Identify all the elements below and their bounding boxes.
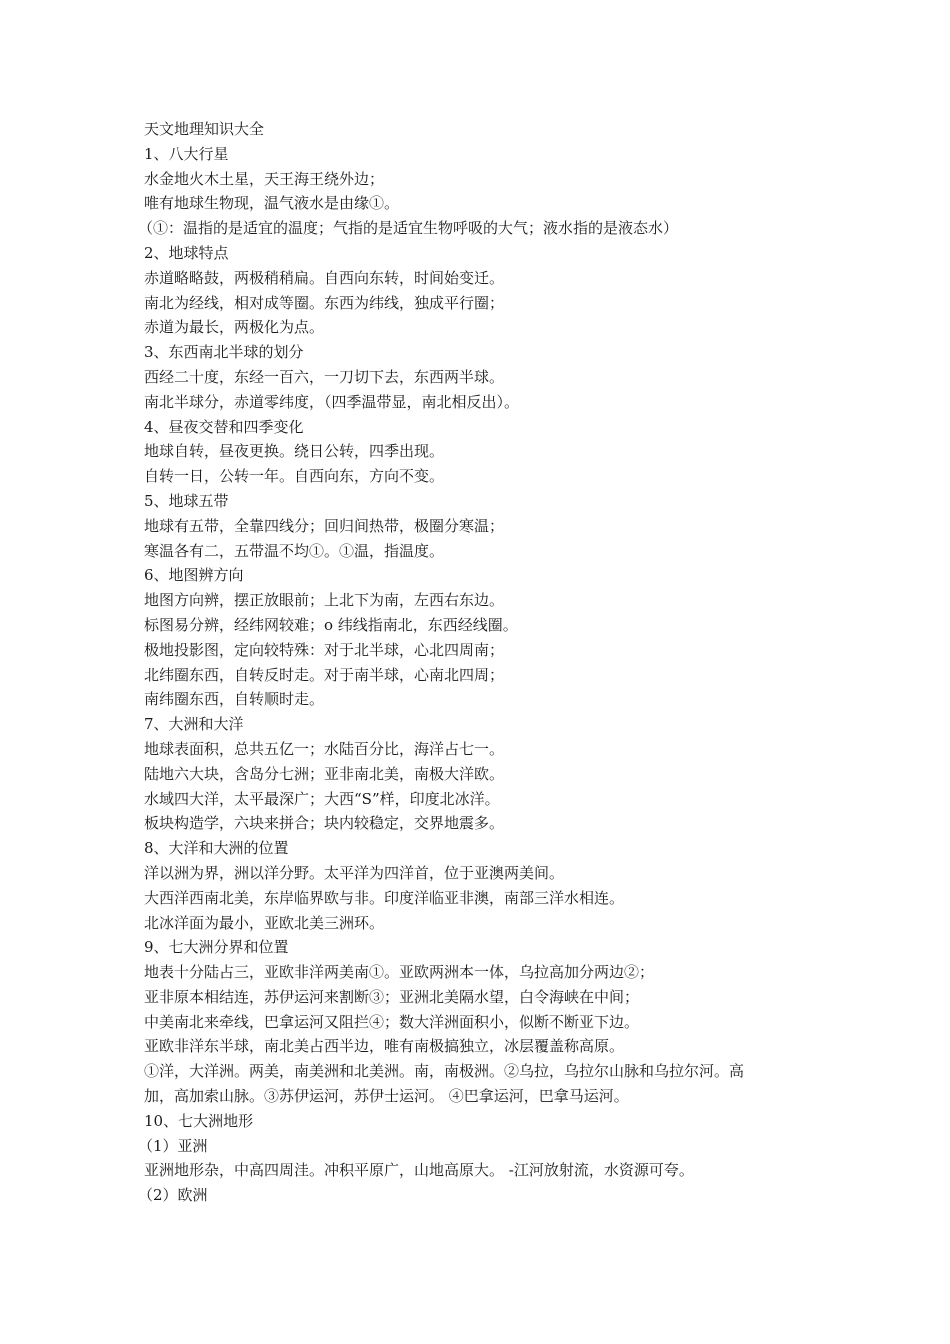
text-line: 大西洋西南北美，东岸临界欧与非。印度洋临亚非澳，南部三洋水相连。 <box>144 888 625 907</box>
text-line: 亚非原本相结连，苏伊运河来割断③；亚洲北美隔水望，白令海峡在中间； <box>144 987 640 1006</box>
document-body <box>138 117 824 1208</box>
heading-6: 6、地图辨方向 <box>144 566 244 585</box>
text-line: 亚欧非洋东半球，南北美占西半边，唯有南极搞独立，冰层覆盖称高原。 <box>144 1037 625 1056</box>
document-title: 天文地理知识大全 <box>144 120 265 138</box>
text-line: 地球自转，昼夜更换。绕日公转，四季出现。 <box>144 442 445 461</box>
text-line: 西经二十度，东经一百六，一刀切下去，东西两半球。 <box>144 367 505 386</box>
text-line: 赤道为最长，两极化为点。 <box>144 318 325 337</box>
heading-2: 2、地球特点 <box>144 243 229 262</box>
text-line: 极地投影图，定向较特殊：对于北半球，心北四周南； <box>144 640 505 659</box>
heading-8: 8、大洋和大洲的位置 <box>144 839 289 858</box>
note-line: 加，高加索山脉。③苏伊运河，苏伊士运河。 ④巴拿运河，巴拿马运河。 <box>144 1087 629 1106</box>
text-line: 板块构造学，六块来拼合；块内较稳定，交界地震多。 <box>144 814 505 833</box>
text-line: 唯有地球生物现，温气液水是由缘①。 <box>144 194 400 213</box>
text-line: 赤道略略鼓，两极稍稍扁。自西向东转，时间始变迁。 <box>144 268 505 287</box>
text-line: 地图方向辨，摆正放眼前；上北下为南，左西右东边。 <box>144 591 505 610</box>
heading-10: 10、七大洲地形 <box>144 1111 254 1130</box>
heading-1: 1、八大行星 <box>144 144 229 163</box>
text-line: 水域四大洋，太平最深广；大西“S”样，印度北冰洋。 <box>144 789 500 808</box>
heading-5: 5、地球五带 <box>144 491 229 510</box>
note-line: （①：温指的是适宜的温度；气指的是适宜生物呼吸的大气；液水指的是液态水） <box>138 219 679 238</box>
text-line: 水金地火木土星，天王海王绕外边； <box>144 169 385 188</box>
text-line: 洋以洲为界，洲以洋分野。太平洋为四洋首，位于亚澳两美间。 <box>144 863 565 882</box>
text-line: 寒温各有二，五带温不均①。①温，指温度。 <box>144 541 445 560</box>
subheading-asia: （1）亚洲 <box>138 1136 208 1155</box>
text-line: 自转一日，公转一年。自西向东，方向不变。 <box>144 467 445 486</box>
text-line: 地球表面积，总共五亿一；水陆百分比，海洋占七一。 <box>144 739 505 758</box>
text-line: 南北半球分，赤道零纬度，（四季温带显，南北相反出）。 <box>144 392 520 411</box>
text-line: 南纬圈东西，自转顺时走。 <box>144 690 325 709</box>
text-line: 标图易分辨，经纬网较难；o 纬线指南北，东西经线圈。 <box>144 615 518 634</box>
text-line: 北冰洋面为最小，亚欧北美三洲环。 <box>144 913 385 932</box>
heading-3: 3、东西南北半球的划分 <box>144 343 304 362</box>
text-line: 地球有五带，全靠四线分；回归间热带，极圈分寒温； <box>144 516 505 535</box>
text-line: 南北为经线，相对成等圈。东西为纬线，独成平行圈； <box>144 293 505 312</box>
text-line: 北纬圈东西，自转反时走。对于南半球，心南北四周； <box>144 665 505 684</box>
text-line: 亚洲地形杂，中高四周洼。冲积平原广，山地高原大。 -江河放射流，水资源可夸。 <box>144 1161 694 1180</box>
note-line: ①洋，大洋洲。两美，南美洲和北美洲。南，南极洲。②乌拉，乌拉尔山脉和乌拉尔河。高 <box>144 1062 745 1081</box>
heading-7: 7、大洲和大洋 <box>144 715 244 734</box>
heading-4: 4、昼夜交替和四季变化 <box>144 417 304 436</box>
text-line: 地表十分陆占三，亚欧非洋两美南①。亚欧两洲本一体，乌拉高加分两边②； <box>144 963 655 982</box>
heading-9: 9、七大洲分界和位置 <box>144 938 289 957</box>
text-line: 中美南北来牵线，巴拿运河又阻拦④；数大洋洲面积小，似断不断亚下边。 <box>144 1012 640 1031</box>
subheading-europe: （2）欧洲 <box>138 1186 208 1205</box>
text-line: 陆地六大块，含岛分七洲；亚非南北美，南极大洋欧。 <box>144 764 505 783</box>
